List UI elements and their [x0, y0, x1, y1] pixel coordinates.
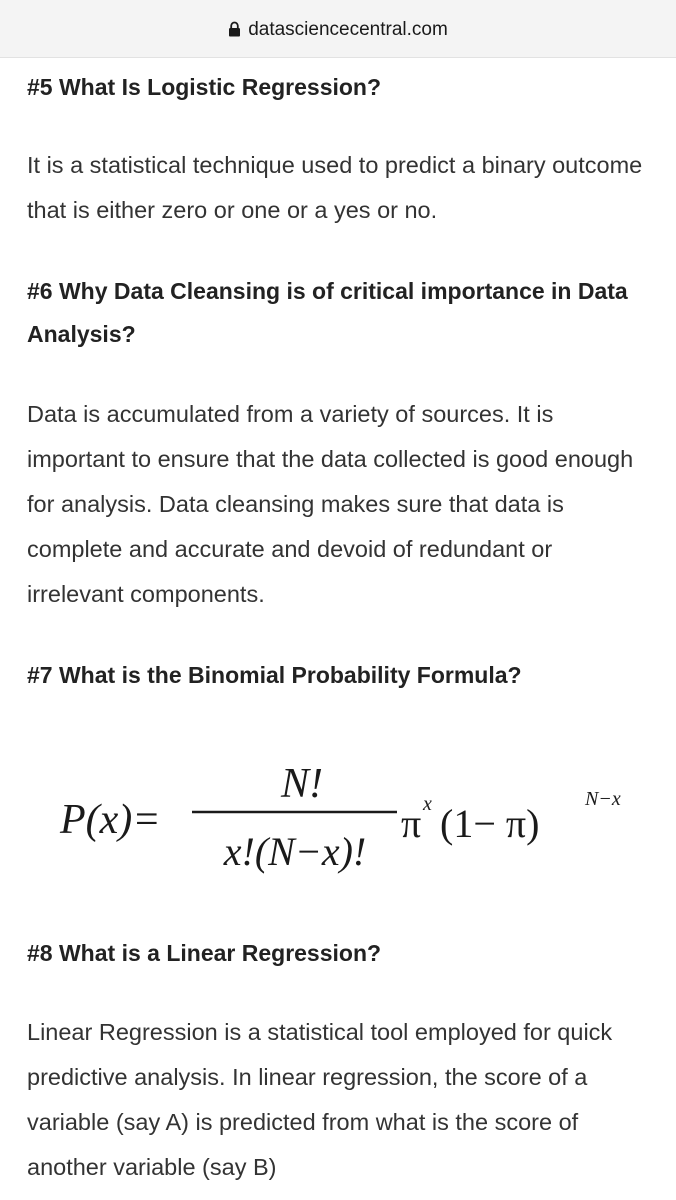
formula-pi-exponent: x: [423, 793, 432, 815]
question-6-heading: #6 Why Data Cleansing is of critical importance in Data Analysis?: [27, 278, 628, 347]
formula-factor: (1− π): [440, 801, 540, 846]
question-6-answer: Data is accumulated from a variety of sources. It is important to ensure that the data collected is good enough for analysis. Data cleansing makes sure that data is complete and accurate and devoid of redundant or irrelevant components.: [27, 401, 634, 607]
question-8-heading: #8 What is a Linear Regression?: [27, 940, 382, 966]
formula-denominator: x!(N−x)!: [223, 829, 367, 874]
formula-numerator: N!: [281, 761, 323, 807]
url-display[interactable]: [0, 18, 676, 42]
binomial-probability-formula: [55, 755, 655, 885]
question-8-answer: Linear Regression is a statistical tool employed for quick predictive analysis. In linear regression, the score of a variable (say A) is predicted from what is the score of another variable (say B): [27, 1019, 613, 1180]
question-5-answer: It is a statistical technique used to predict a binary outcome that is either zero or one or a yes or no.: [27, 152, 643, 223]
formula-factor-exponent: N−x: [585, 788, 621, 810]
formula-pi: π: [401, 801, 422, 846]
browser-address-bar[interactable]: [0, 0, 676, 58]
url-text: datasciencecentral.com: [248, 19, 448, 40]
lock-icon: [228, 21, 241, 37]
formula-lhs: P(x)=: [60, 797, 161, 843]
question-5-heading: #5 What Is Logistic Regression?: [27, 74, 382, 100]
question-7-heading: #7 What is the Binomial Probability Formula?: [27, 662, 522, 688]
